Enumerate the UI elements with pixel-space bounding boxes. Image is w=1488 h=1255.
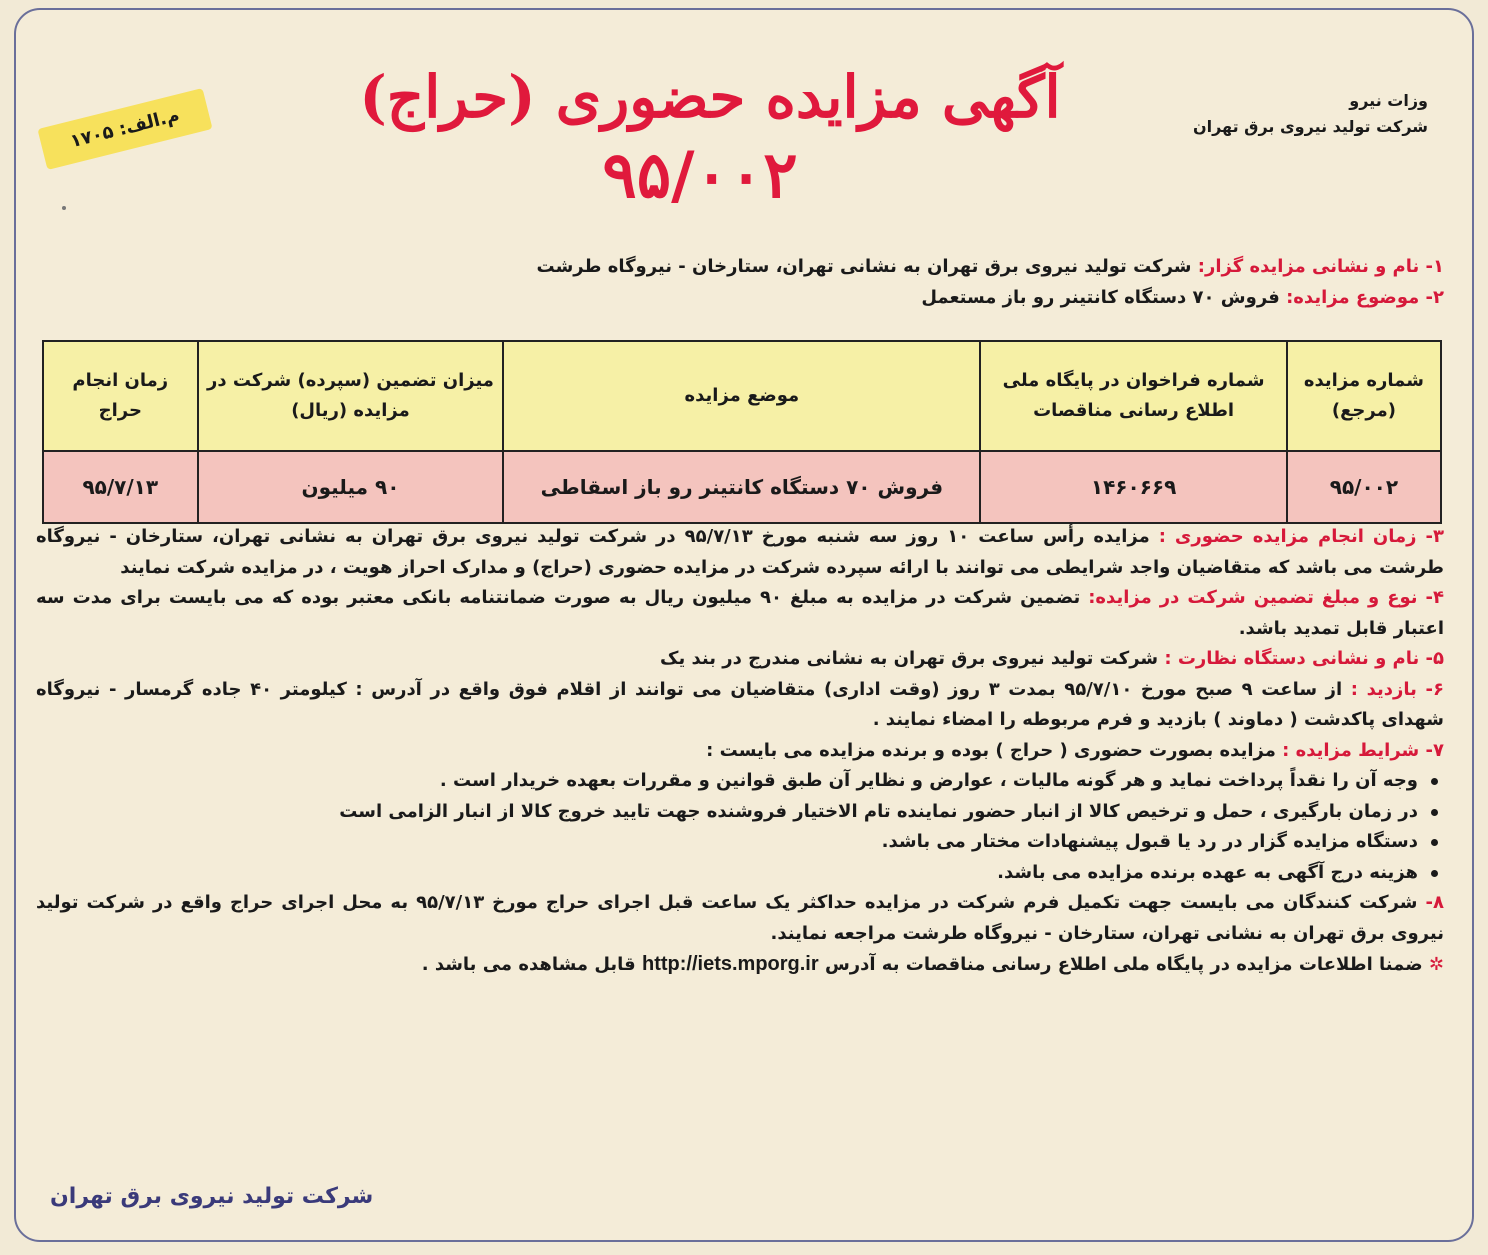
- item-3-label: ۳- زمان انجام مزایده حضوری :: [1158, 526, 1444, 547]
- table-header-row: [43, 341, 1441, 451]
- cell-guarantee: ۹۰ میلیون: [198, 451, 504, 523]
- item-7-label: ۷- شرایط مزایده :: [1282, 739, 1444, 761]
- item-4-text: تضمین شرکت در مزایده به مبلغ ۹۰ میلیون ریال به صورت ضمانتنامه بانکی معتبر بوده که می بایست برای مدت سه اعتبار قابل تمدید باشد.: [36, 587, 1444, 639]
- item-6-label: ۶- بازدید :: [1350, 678, 1444, 700]
- item-5-text: شرکت تولید نیروی برق تهران به نشانی مندرج در بند یک: [660, 648, 1159, 669]
- issuer-block: [1193, 88, 1428, 140]
- item-5: [36, 644, 1444, 675]
- header-guarantee: میزان تضمین (سپرده) شرکت در مزایده (ریال): [198, 341, 504, 451]
- header-subject: موضع مزایده: [503, 341, 980, 451]
- note: [36, 949, 1444, 981]
- iets-link[interactable]: http://iets.mporg.ir: [641, 953, 819, 975]
- item-7-text: مزایده بصورت حضوری ( حراج ) بوده و برنده مزایده می بایست :: [706, 739, 1276, 761]
- asterisk-icon: ✲: [1428, 954, 1444, 975]
- cell-auction-date: ۹۵/۷/۱۳: [43, 451, 198, 523]
- item-6-text: از ساعت ۹ صبح مورخ ۹۵/۷/۱۰ بمدت ۳ روز (وقت اداری) متقاضیان می توانند از اقلام فوق واقع در آدرس : کیلومتر ۴۰ جاده گرمسار - نیروگاه شهدای پاکدشت ( دماوند ) بازدید و فرم مربوطه را امضاء نمایند .: [36, 678, 1444, 730]
- item-8-label: ۸-: [1425, 892, 1444, 913]
- footer-company: شرکت تولید نیروی برق تهران: [50, 1184, 374, 1209]
- cell-call-number: ۱۴۶۰۶۶۹: [980, 451, 1287, 523]
- list-item: دستگاه مزایده گزار در رد یا قبول پیشنهادات مختار می باشد.: [36, 827, 1418, 858]
- header-auction-date: زمان انجام حراج: [43, 341, 198, 451]
- item-1-text: شرکت تولید نیروی برق تهران به نشانی تهران، ستارخان - نیروگاه طرشت: [536, 256, 1192, 277]
- decorative-dot: [62, 206, 66, 210]
- ministry-name: وزات نیرو: [1349, 91, 1428, 110]
- reference-badge: م.الف: ۱۷۰۵: [37, 88, 212, 170]
- auction-table: [42, 340, 1442, 524]
- table-row: [43, 451, 1441, 523]
- item-7: [36, 736, 1444, 767]
- item-8-text: شرکت کنندگان می بایست جهت تکمیل فرم شرکت در مزایده حداکثر یک ساعت قبل اجرای حراج مورخ ۹۵/۷/۱۳ به محل اجرای حراج واقع در شرکت تولید نیروی برق تهران به نشانی تهران، ستارخان - نیروگاه طرشت مراجعه نمایند.: [36, 892, 1444, 944]
- company-name: شرکت تولید نیروی برق تهران: [1192, 117, 1428, 136]
- item-6: [36, 675, 1444, 736]
- note-text-b: قابل مشاهده می باشد .: [421, 954, 636, 975]
- item-1: [36, 252, 1444, 283]
- list-item: در زمان بارگیری ، حمل و ترخیص کالا از انبار حضور نماینده تام الاختیار فروشنده جهت تایید خروج کالا از انبار الزامی است: [36, 797, 1418, 828]
- item-3-text: مزایده رأس ساعت ۱۰ روز سه شنبه مورخ ۹۵/۷/۱۳ در شرکت تولید نیروی برق تهران به نشانی تهران، ستارخان - نیروگاه طرشت می باشد که متقاضیان واجد شرایطی می توانند با ارائه سپرده شرکت در مزایده حضوری (حراج) و مدارک احراز هویت ، در مزایده شرکت نمایند: [36, 526, 1444, 578]
- header-auction-number: شماره مزایده (مرجع): [1287, 341, 1441, 451]
- item-5-label: ۵- نام و نشانی دستگاه نظارت :: [1164, 648, 1444, 669]
- note-text-a: ضمنا اطلاعات مزایده در پایگاه ملی اطلاع رسانی مناقصات به آدرس: [824, 954, 1423, 975]
- list-item: وجه آن را نقداً پرداخت نماید و هر گونه مالیات ، عوارض و نظایر آن طبق قوانین و مقررات بعهده خریدار است .: [36, 766, 1418, 797]
- item-8: [36, 888, 1444, 949]
- items-1-2: [36, 252, 1444, 313]
- items-3-8: [36, 522, 1444, 981]
- conditions-list: [36, 766, 1444, 888]
- ad-number: ۹۵/۰۰۲: [602, 138, 798, 213]
- cell-subject: فروش ۷۰ دستگاه کانتینر رو باز اسقاطی: [503, 451, 980, 523]
- cell-auction-number: ۹۵/۰۰۲: [1287, 451, 1441, 523]
- item-2-text: فروش ۷۰ دستگاه کانتینر رو باز مستعمل: [921, 286, 1280, 308]
- item-3: [36, 522, 1444, 583]
- item-4: [36, 583, 1444, 644]
- header-call-number: شماره فراخوان در پایگاه ملی اطلاع رسانی مناقصات: [980, 341, 1287, 451]
- item-2: [36, 283, 1444, 314]
- ad-title: آگهی مزایده حضوری (حراج): [359, 63, 1061, 131]
- list-item: هزینه درج آگهی به عهده برنده مزایده می باشد.: [36, 858, 1418, 889]
- item-1-label: ۱- نام و نشانی مزایده گزار:: [1197, 256, 1444, 277]
- item-4-label: ۴- نوع و مبلغ تضمین شرکت در مزایده:: [1088, 587, 1445, 608]
- item-2-label: ۲- موضوع مزایده:: [1286, 286, 1444, 308]
